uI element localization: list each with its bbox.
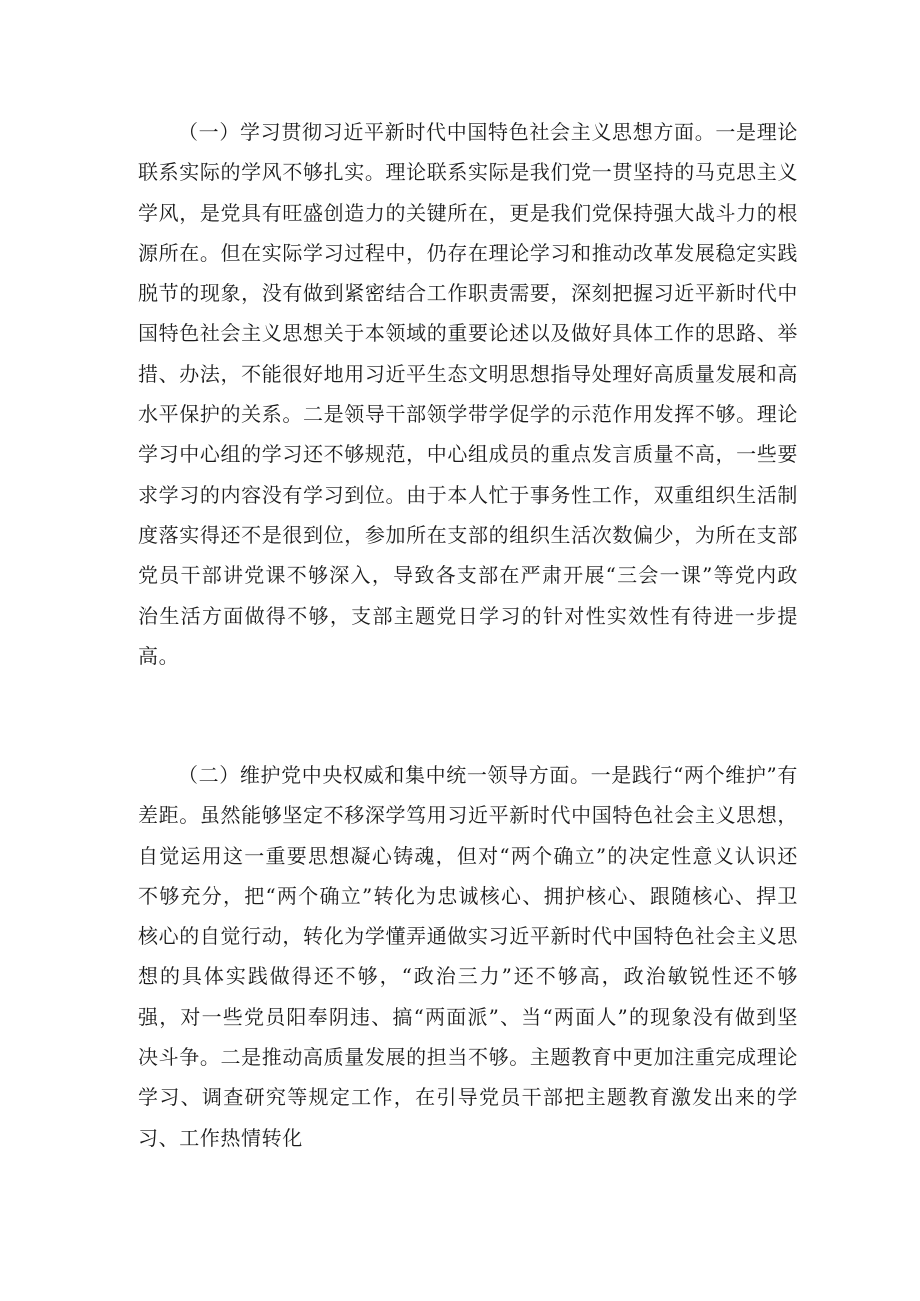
paragraph-1: （一）学习贯彻习近平新时代中国特色社会主义思想方面。一是理论联系实际的学风不够扎实。理论联系实际是我们党一贯坚持的马克思主义学风，是党具有旺盛创造力的关键所在，更是我们党保持强大战斗力的根源所在。但在实际学习过程中，仍存在理论学习和推动改革发展稳定实践脱节的现象，没有做到紧密结合工作职责需要，深刻把握习近平新时代中国特色社会主义思想关于本领域的重要论述以及做好具体工作的思路、举措、办法，不能很好地用习近平生态文明思想指导处理好高质量发展和高水平保护的关系。二是领导干部领学带学促学的示范作用发挥不够。理论学习中心组的学习还不够规范，中心组成员的重点发言质量不高，一些要求学习的内容没有学习到位。由于本人忙于事务性工作，双重组织生活制度落实得还不是很到位，参加所在支部的组织生活次数偏少，为所在支部党员干部讲党课不够深入，导致各支部在严肃开展“三会一课”等党内政治生活方面做得不够，支部主题党日学习的针对性实效性有待进一步提高。 [138, 120, 798, 668]
paragraph-2: （二）维护党中央权威和集中统一领导方面。一是践行“两个维护”有差距。虽然能够坚定不移深学笃用习近平新时代中国特色社会主义思想，自觉运用这一重要思想凝心铸魂，但对“两个确立”的决定性意义认识还不够充分，把“两个确立”转化为忠诚核心、拥护核心、跟随核心、捍卫核心的自觉行动，转化为学懂弄通做实习近平新时代中国特色社会主义思想的具体实践做得还不够，“政治三力”还不够高，政治敏锐性还不够强，对一些党员阳奉阴违、搞“两面派”、当“两面人”的现象没有做到坚决斗争。二是推动高质量发展的担当不够。主题教育中更加注重完成理论学习、调查研究等规定工作，在引导党员干部把主题教育激发出来的学习、工作热情转化 [138, 763, 798, 1150]
